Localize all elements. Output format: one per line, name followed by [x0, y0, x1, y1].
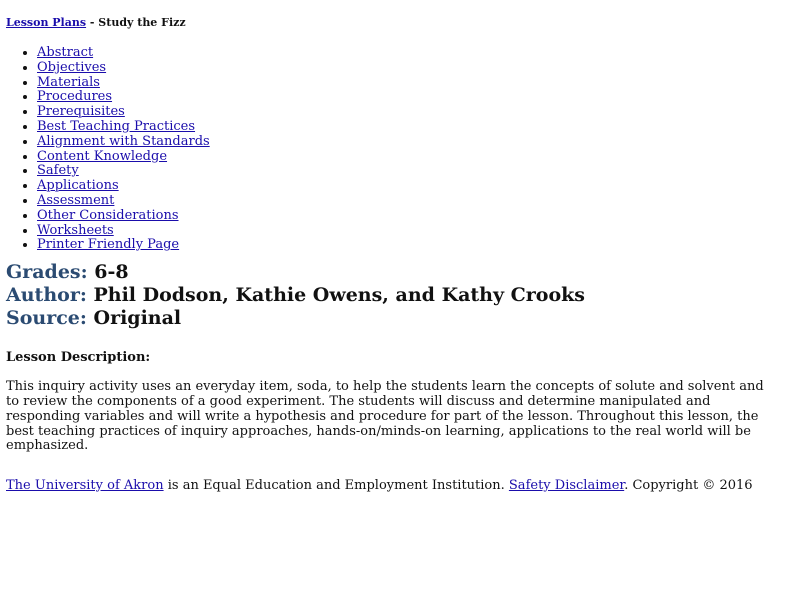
safety-disclaimer-link[interactable]: Safety Disclaimer — [508, 478, 625, 494]
nav-item-worksheets — [37, 224, 794, 239]
source-value: Original — [93, 307, 182, 330]
breadcrumb — [6, 15, 794, 31]
nav-link-procedures[interactable]: Procedures — [37, 89, 113, 105]
nav-item-other-considerations — [37, 209, 794, 224]
nav-link-content-knowledge[interactable]: Content Knowledge — [37, 148, 168, 164]
author-value: Phil Dodson, Kathie Owens, and Kathy Crooks — [93, 284, 585, 307]
nav-link-objectives[interactable]: Objectives — [37, 59, 107, 75]
nav-item-best-teaching-practices — [37, 120, 794, 135]
nav-link-materials[interactable]: Materials — [37, 74, 100, 90]
nav-link-other-considerations[interactable]: Other Considerations — [37, 207, 179, 223]
section-nav-list — [6, 46, 794, 253]
nav-item-procedures — [37, 90, 794, 105]
nav-link-prerequisites[interactable]: Prerequisites — [37, 104, 125, 120]
nav-item-safety — [37, 164, 794, 179]
nav-link-best-teaching-practices[interactable]: Best Teaching Practices — [37, 118, 196, 134]
lesson-description-text: This inquiry activity uses an everyday item, soda, to help the students learn the concepts of solute and solvent and to review the components of a good experiment. The students will discuss and determine manipulated and responding variables and will write a hypothesis and procedure for part of the lesson. Throughout this lesson, the best teaching practices of inquiry approaches, hands-on/minds-on learning, applications to the real world will be emphasized. — [6, 379, 764, 454]
footer — [6, 478, 794, 494]
university-of-akron-link[interactable]: The University of Akron — [6, 478, 164, 494]
nav-link-printer-friendly-page[interactable]: Printer Friendly Page — [37, 237, 180, 253]
nav-link-safety[interactable]: Safety — [37, 163, 79, 179]
nav-item-prerequisites — [37, 105, 794, 120]
nav-item-printer-friendly-page — [37, 238, 794, 253]
lesson-meta — [6, 261, 794, 330]
page-title: Study the Fizz — [98, 16, 186, 29]
grades-label: Grades: — [6, 261, 88, 284]
institution-statement: is an Equal Education and Employment Institution. — [163, 478, 509, 494]
nav-link-worksheets[interactable]: Worksheets — [37, 222, 114, 238]
nav-link-assessment[interactable]: Assessment — [37, 192, 115, 208]
author-row — [6, 284, 794, 307]
source-row — [6, 307, 794, 330]
nav-item-assessment — [37, 194, 794, 209]
nav-item-objectives — [37, 61, 794, 76]
nav-item-applications — [37, 179, 794, 194]
nav-link-applications[interactable]: Applications — [37, 178, 119, 194]
breadcrumb-separator: - — [86, 16, 99, 29]
lesson-description-heading: Lesson Description: — [6, 350, 151, 366]
source-label: Source: — [6, 307, 87, 330]
copyright-text: . Copyright © 2016 — [624, 478, 753, 494]
nav-link-alignment-with-standards[interactable]: Alignment with Standards — [37, 133, 210, 149]
nav-item-abstract — [37, 46, 794, 61]
nav-item-content-knowledge — [37, 150, 794, 165]
breadcrumb-lesson-plans-link[interactable]: Lesson Plans — [6, 16, 87, 29]
grades-value: 6-8 — [94, 261, 129, 284]
author-label: Author: — [6, 284, 87, 307]
nav-item-alignment-with-standards — [37, 135, 794, 150]
grades-row — [6, 261, 794, 284]
nav-link-abstract[interactable]: Abstract — [37, 45, 94, 60]
nav-item-materials — [37, 76, 794, 91]
